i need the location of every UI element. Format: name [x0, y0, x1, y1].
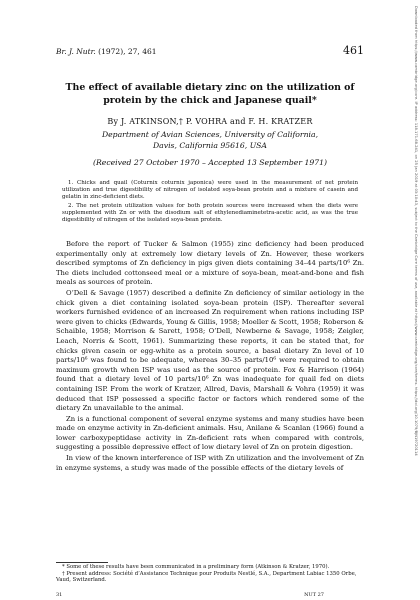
- download-watermark: [410, 6, 418, 584]
- sheet-mark: NUT 27: [304, 592, 324, 598]
- running-header: [56, 44, 364, 58]
- journal-citation: [56, 47, 157, 56]
- signature-mark: 31: [56, 592, 63, 598]
- page-number: 461: [343, 44, 364, 57]
- abstract-point: 2. The net protein utilization values for both protein sources were increased when the diets were supplemented with Zn or with the disodium salt of ethylenediaminetetra-acetic acid, as was the true digestibility of nitrogen of the isolated soya-bean protein.: [62, 203, 358, 223]
- authors: By J. ATKINSON,† P. VOHRA and F. H. KRATZER: [107, 117, 313, 126]
- footnotes: [56, 564, 364, 584]
- abstract: [62, 180, 358, 226]
- body-paragraph: O’Dell & Savage (1957) described a definite Zn deficiency of similar aetiology in the chick given a diet containing isolated soya-bean protein (ISP). Thereafter several workers furnished evidence of an increased Zn requirement when rations including ISP were given to chicks (Edwards, Young & Gillis, 1958; Moeller & Scott, 1958; Roberson & Schaible, 1958; Morrison & Sarett, 1958; O’Dell, Newberne & Savage, 1958; Zeigler, Leach, Norris & Scott, 1961). Summarizing these reports, it can be stated that, for chicks given casein or egg-white as a protein source, a basal dietary Zn level of 10 parts/10⁶ was found to be adequate, whereas 30–35 parts/10⁶ were required to obtain maximum growth when ISP was used as the source of protein. Fox & Harrison (1964) found that a dietary level of 10 parts/10⁶ Zn was inadequate for quail fed on diets containing ISP. From the work of Kratzer, Allred, Davis, Marshall & Vohra (1959) it was deduced that ISP possessed a specific factor or factors which rendered some of the dietary Zn unavailable to the animal.: [56, 288, 364, 413]
- body-paragraph: Zn is a functional component of several enzyme systems and many studies have been made on enzyme activity in Zn-deficient animals. Hsu, Anilane & Scanlan (1966) found a lower carboxypeptidase activity in Zn-deficient rats when compared with controls, suggesting a possible depressive effect of low dietary level of Zn on protein digestion.: [56, 414, 364, 452]
- affiliation-line: Department of Avian Sciences, University of California,: [101, 130, 319, 139]
- title-line: The effect of available dietary zinc on the utilization of: [65, 82, 355, 93]
- received-accepted-dates: (Received 27 October 1970 – Accepted 13 September 1971): [92, 158, 328, 167]
- footnote: † Present address: Société d’Assistance Technique pour Produits Nestlé, S.A., Department Labiac 1350 Orbe, Vaud, Switzerland.: [56, 570, 357, 584]
- affiliation: [56, 130, 364, 151]
- abstract-point: 1. Chicks and quail (Coturnix coturnix japonica) were used in the measurement of net protein utilization and true digestibility of nitrogen of isolated soya-bean protein and a mixture of casein and gelatin in zinc-deficient diets.: [62, 180, 358, 200]
- footnote: * Some of these results have been communicated in a preliminary form (Atkinson & Kratzer, 1970).: [62, 564, 330, 570]
- footnote-divider: [56, 562, 108, 563]
- article-title: [56, 82, 364, 107]
- body-paragraph: In view of the known interference of ISP with Zn utilization and the involvement of Zn in enzyme systems, a study was made of the possible effects of the dietary levels of: [56, 454, 364, 472]
- title-line: protein by the chick and Japanese quail*: [103, 94, 317, 106]
- body-paragraph: Before the report of Tucker & Salmon (1955) zinc deficiency had been produced experimentally only at extremely low dietary levels of Zn. However, these workers described symptoms of Zn deficiency in pigs given diets containing 34–44 parts/10⁶ Zn. The diets included cottonseed meal or a mixture of soya-bean, meat-and-bone and fish meals as sources of protein.: [56, 240, 364, 287]
- body-text: [56, 240, 364, 474]
- journal-name: Br. J. Nutr.: [56, 47, 96, 56]
- download-watermark-text: Downloaded from https://www.cambridge.org/core. IP address: 118.171.68.241, on 25 Jan 2019 at 03:10:43, subject to the Cambridge Core terms of use, available at https://www.cambridge.org/core/terms. https://doi.org/10.1079/BJN19720114: [414, 6, 418, 456]
- affiliation-line: Davis, California 95616, USA: [153, 140, 267, 150]
- journal-volume: (1972), 27, 461: [95, 47, 157, 56]
